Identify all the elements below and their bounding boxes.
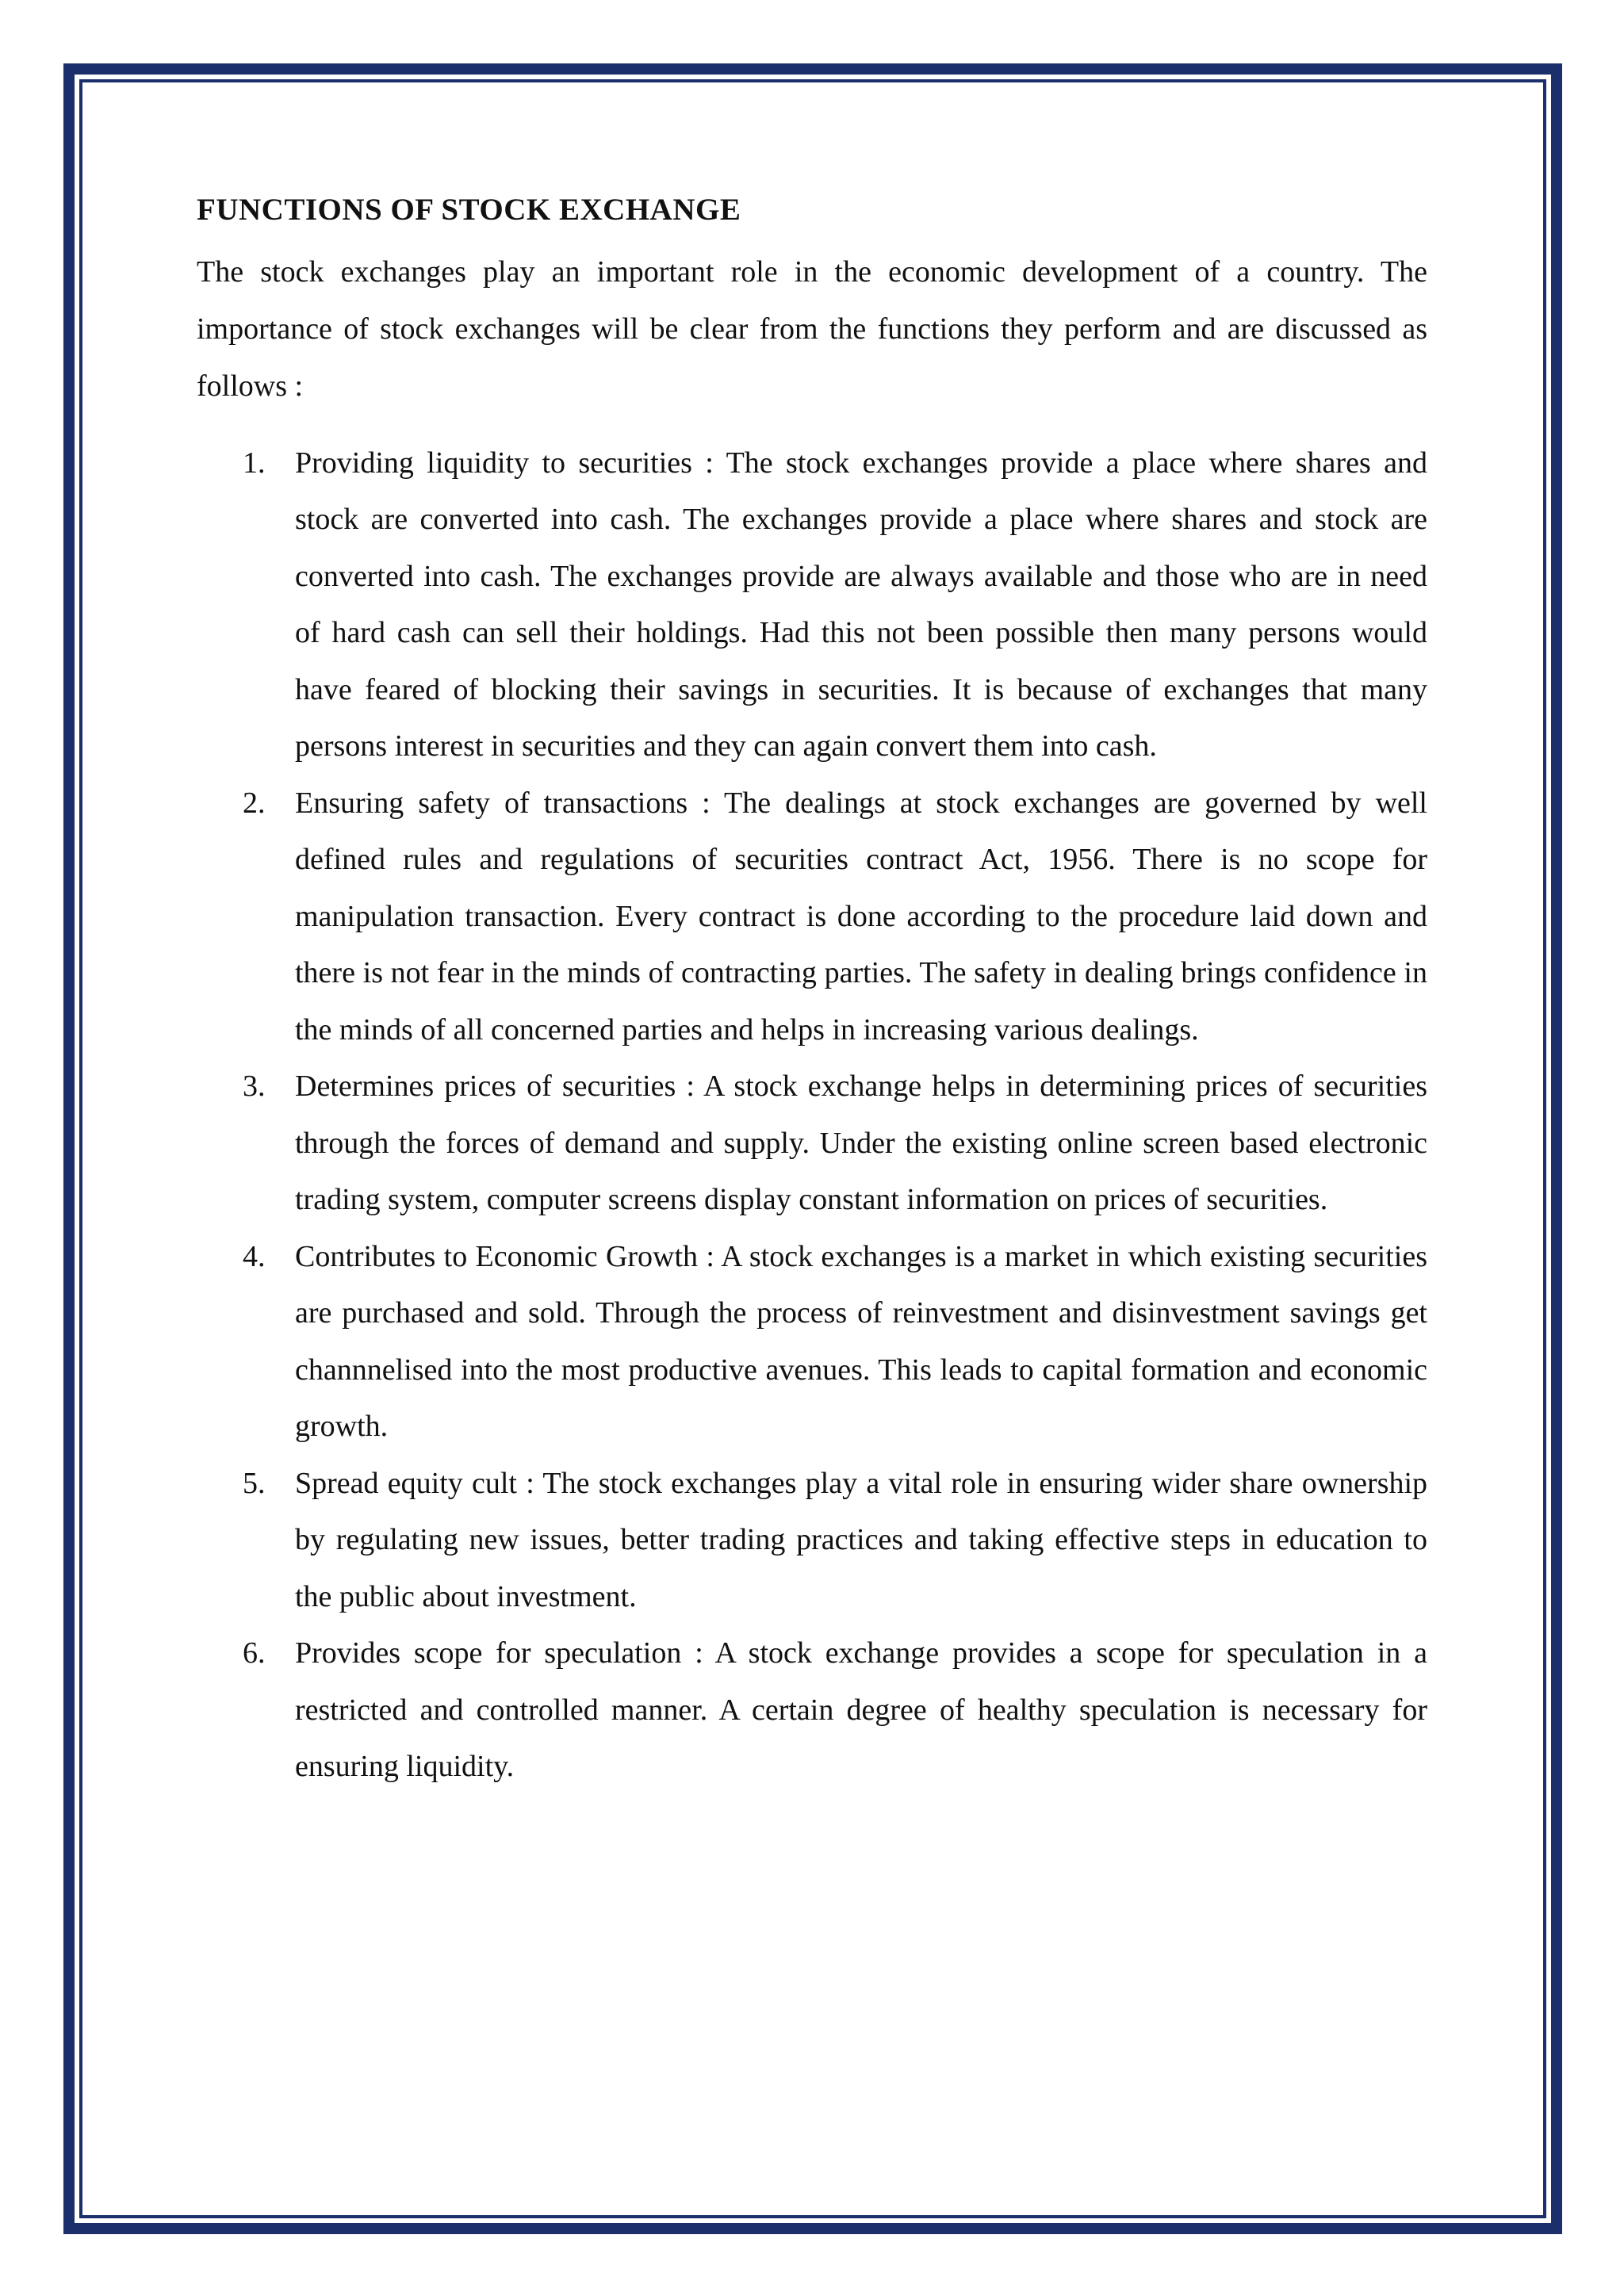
list-item (197, 1058, 1427, 1229)
document-body (197, 189, 1427, 1796)
list-item (197, 1229, 1427, 1456)
list-item-text: Provides scope for speculation : A stock exchange provides a scope for speculation in a restricted and controlled manner. A certain degree of healthy speculation is necessary for ensuring liquidity. (295, 1636, 1427, 1784)
list-item (197, 1456, 1427, 1626)
intro-paragraph: The stock exchanges play an important role in the economic development of a country. The importance of stock exchanges will be clear from the functions they perform and are discussed as follows : (197, 254, 1427, 403)
list-item-text: Ensuring safety of transactions : The dealings at stock exchanges are governed by well defined rules and regulations of securities contract Act, 1956. There is no scope for manipulation transaction. Every contract is done according to the procedure laid down and there is not fear in the minds of contracting parties. The safety in dealing brings confidence in the minds of all concerned parties and helps in increasing various dealings. (295, 786, 1427, 1047)
list-item (197, 1625, 1427, 1796)
list-item-number: 4. (243, 1239, 266, 1273)
list-item-number: 3. (243, 1070, 266, 1104)
list-item-text: Spread equity cult : The stock exchanges play a vital role in ensuring wider share ownership by regulating new issues, better trading practices and taking effective steps in education to the public about investment. (295, 1466, 1427, 1613)
list-item-text: Determines prices of securities : A stock exchange helps in determining prices of securities through the forces of demand and supply. Under the existing online screen based electronic trading system, computer screens display constant information on prices of securities. (295, 1070, 1427, 1217)
document-heading: FUNCTIONS OF STOCK EXCHANGE (197, 193, 741, 227)
list-item (197, 775, 1427, 1059)
functions-list (197, 435, 1427, 1796)
list-item-text: Contributes to Economic Growth : A stock exchanges is a market in which existing securities are purchased and sold. Through the process of reinvestment and disinvestment savings get channnelised into the most productive avenues. This leads to capital formation and economic growth. (295, 1239, 1427, 1444)
list-item-number: 6. (243, 1636, 266, 1670)
list-item-text: Providing liquidity to securities : The stock exchanges provide a place where shares and stock are converted into cash. The exchanges provide a place where shares and stock are converted into cash. The exchanges provide are always available and those who are in need of hard cash can sell their holdings. Had this not been possible then many persons would have feared of blocking their savings in securities. It is because of exchanges that many persons interest in securities and they can again convert them into cash. (295, 446, 1427, 763)
list-item-number: 1. (243, 446, 266, 480)
list-item-number: 2. (243, 786, 266, 820)
list-item-number: 5. (243, 1466, 266, 1500)
list-item (197, 435, 1427, 775)
